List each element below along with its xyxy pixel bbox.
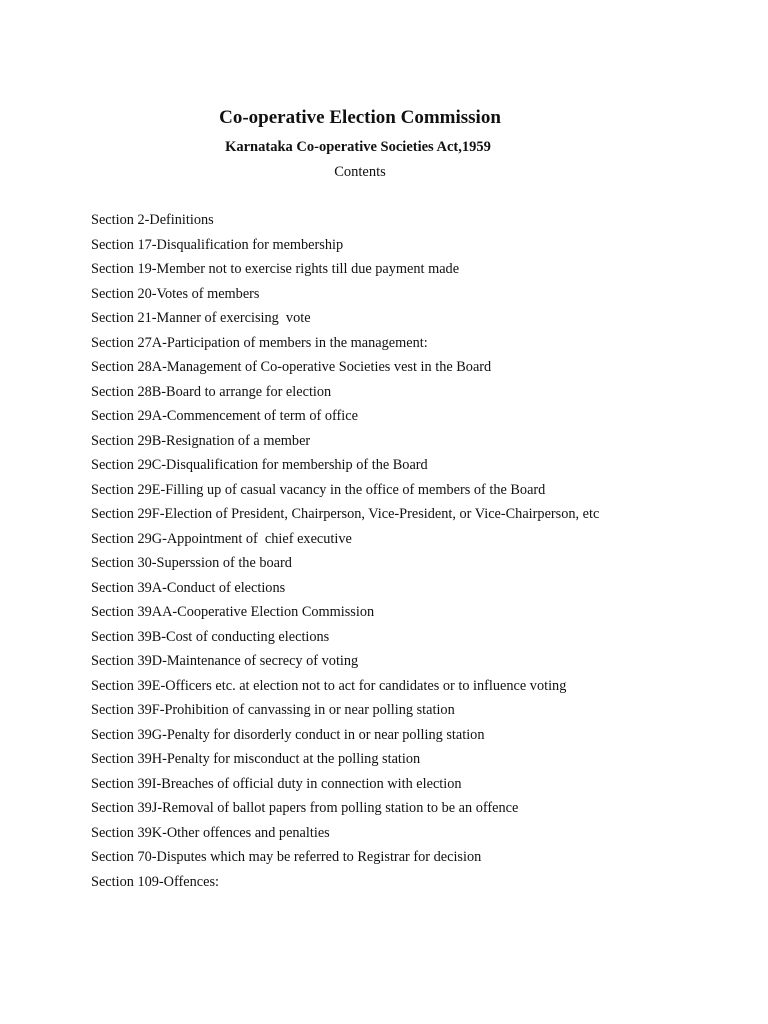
toc-item: Section 29C-Disqualification for membership of the Board [91, 457, 428, 473]
toc-item: Section 39AA-Cooperative Election Commission [91, 604, 375, 620]
document-title: Co-operative Election Commission [219, 107, 501, 128]
document-subtitle: Karnataka Co-operative Societies Act,1959 [225, 139, 491, 155]
toc-item: Section 29F-Election of President, Chairperson, Vice-President, or Vice-Chairperson, etc [91, 506, 600, 522]
toc-item: Section 28B-Board to arrange for election [91, 383, 332, 400]
contents-heading: Contents [334, 164, 386, 180]
toc-item: Section 17-Disqualification for membership [91, 236, 344, 253]
toc-item: Section 20-Votes of members [91, 285, 260, 302]
toc-item: Section 27A-Participation of members in the management: [91, 334, 428, 351]
toc-item: Section 29G-Appointment of chief executive [91, 530, 352, 547]
toc-item: Section 29A-Commencement of term of office [91, 408, 358, 424]
toc-item: Section 29B-Resignation of a member [91, 432, 311, 449]
toc-item: Section 29E-Filling up of casual vacancy in the office of members of the Board [91, 481, 546, 498]
toc-item: Section 30-Superssion of the board [91, 555, 292, 571]
toc-item: Section 39I-Breaches of official duty in connection with election [91, 775, 462, 792]
toc-item: Section 39H-Penalty for misconduct at the polling station [91, 751, 421, 767]
toc-item: Section 39J-Removal of ballot papers from polling station to be an offence [91, 800, 519, 816]
toc-item: Section 39B-Cost of conducting elections [91, 628, 330, 645]
toc-item: Section 21-Manner of exercising vote [91, 310, 311, 326]
toc-item: Section 70-Disputes which may be referred to Registrar for decision [91, 849, 482, 865]
table-of-contents [91, 210, 599, 896]
toc-item: Section 39G-Penalty for disorderly conduct in or near polling station [91, 726, 485, 743]
toc-item: Section 39A-Conduct of elections [91, 579, 286, 596]
toc-item: Section 19-Member not to exercise rights till due payment made [91, 261, 460, 277]
toc-item: Section 39F-Prohibition of canvassing in or near polling station [91, 702, 455, 718]
toc-item: Section 2-Definitions [91, 212, 214, 228]
toc-item: Section 39K-Other offences and penalties [91, 824, 330, 841]
toc-item: Section 28A-Management of Co-operative Societies vest in the Board [91, 359, 492, 375]
toc-item: Section 109-Offences: [91, 873, 219, 890]
toc-item: Section 39D-Maintenance of secrecy of voting [91, 653, 359, 669]
toc-item: Section 39E-Officers etc. at election not to act for candidates or to influence voting [91, 677, 567, 694]
